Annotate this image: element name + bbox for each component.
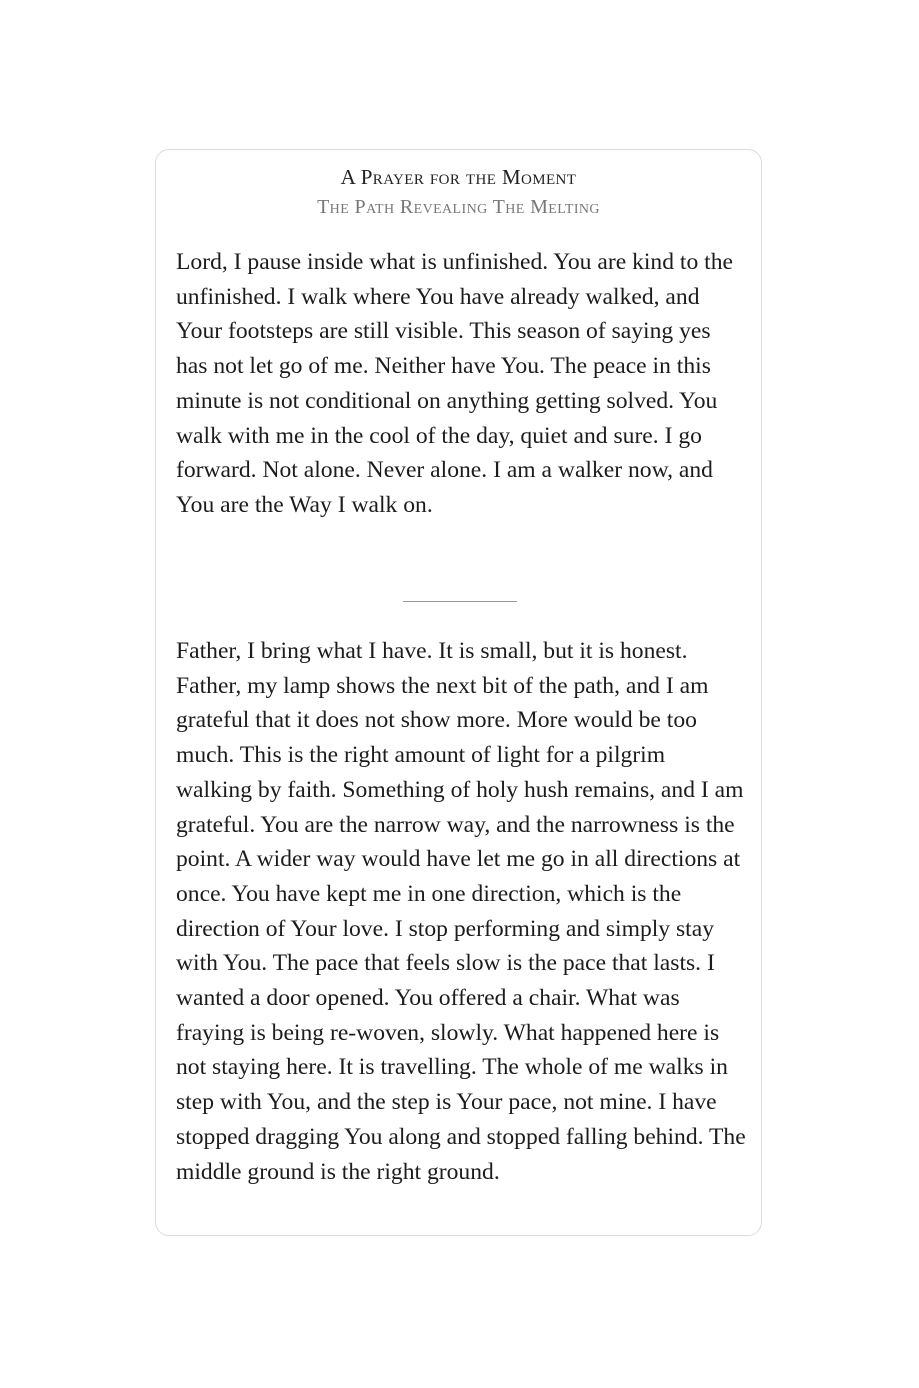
prayer-subtitle: The Path Revealing The Melting (317, 196, 600, 218)
section-divider (403, 601, 517, 602)
prayer-paragraph-1: Lord, I pause inside what is unfinished. You are kind to the unfinished. I walk where You have already walked, and Your footsteps are still visible. This season of saying yes has not let go of me. Neither have You. The peace in this minute is not conditional on anything getting solved. You walk with me in the cool of the day, quiet and sure. I go forward. Not alone. Never alone. I am a walker now, and You are the Way I walk on. (176, 249, 733, 518)
prayer-paragraph-2: Father, I bring what I have. It is small, but it is honest. Father, my lamp shows the next bit of the path, and I am grateful that it does not show more. More would be too much. This is the right amount of light for a pilgrim walking by faith. Something of holy hush remains, and I am grateful. You are the narrow way, and the narrowness is the point. A wider way would have let me go in all directions at once. You have kept me in one direction, which is the direction of Your love. I stop performing and simply stay with You. The pace that feels slow is the pace that lasts. I wanted a door opened. You offered a chair. What was fraying is being re-woven, slowly. What happened here is not staying here. It is travelling. The whole of me walks in step with You, and the step is Your pace, not mine. I have stopped dragging You along and stopped falling behind. The middle ground is the right ground. (176, 638, 746, 1185)
prayer-card (155, 149, 762, 1236)
prayer-title: A Prayer for the Moment (340, 165, 577, 189)
